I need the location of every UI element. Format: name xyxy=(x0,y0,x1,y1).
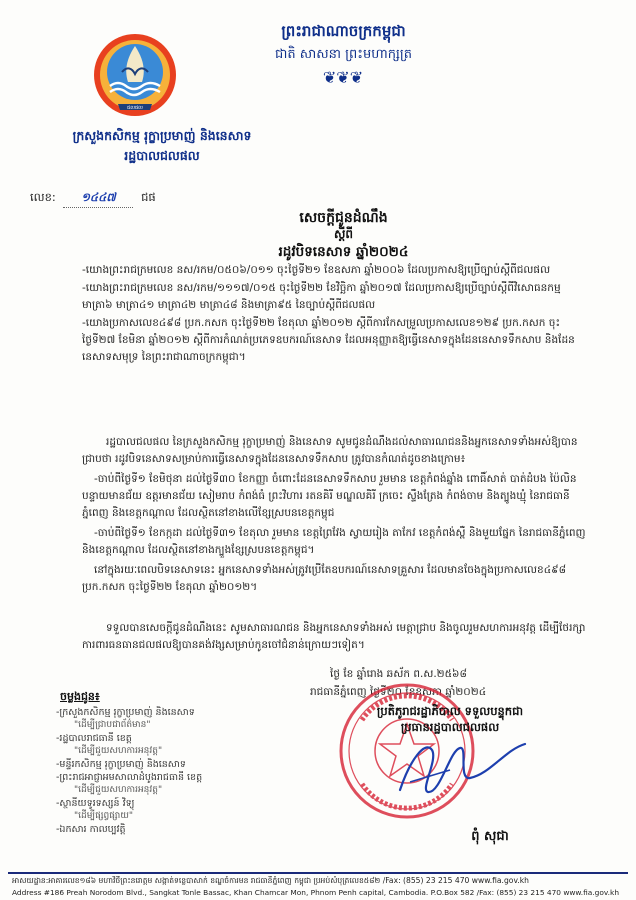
reference-item: -យោងព្រះរាជក្រមលេខ នស/រកម/១១១៧/០១៥ ចុះថ្ងៃទី២២ ខែវិច្ឆិកា ឆ្នាំ២០១៧ ដែលប្រកាសឱ្យប្រើច្បាប់ស្តីពីវិសោធនកម្មមាត្រា៦ មាត្រា៤១ មាត្រា៤២ មាត្រា៤៨ និងមាត្រា៩៥ នៃច្បាប់ស្តីពីជលផល xyxy=(82,282,561,311)
document-about: ស្តីពី xyxy=(333,227,354,241)
cc-item-note: "ដើម្បីផ្សព្វផ្សាយ" xyxy=(74,811,134,821)
reference-item: -យោងព្រះរាជក្រមលេខ នស/រកម/០៥០៦/០១១ ចុះថ្ងៃទី២១ ខែឧសភា ឆ្នាំ២០០៦ ដែលប្រកាសឱ្យប្រើច្បាប់ស្តីពីជលផល xyxy=(82,264,551,276)
cc-item: -ក្រសួងកសិកម្ម រុក្ខាប្រមាញ់ និងនេសាទ xyxy=(56,707,195,718)
cc-item: -ស្ថានីយទូរទស្សន៍ វិទ្យុ xyxy=(56,798,135,809)
closed-season-item-1: -ចាប់ពីថ្ងៃទី១ ខែមិថុនា ដល់ថ្ងៃទី៣០ ខែកញ្ញា ចំពោះដែននេសាទទឹកសាប រួមមាន ខេត្តកំពង់ឆ្នាំង ពោធិ៍សាត់ បាត់ដំបង ប៉ៃលិន បន្ទាយមានជ័យ ឧត្តរមានជ័យ សៀមរាប កំពង់ធំ ព្រះវិហារ រតនគិរី មណ្ឌលគិរី ក្រចេះ ស្ទឹងត្រែង កំពង់ចាម និងត្បូងឃ្មុំ នៃរាជធានីភ្នំពេញ និងខេត្តកណ្តាល ដែលស្ថិតនៅខាងលើខ្សែស្របនខេត្តកម្ពុជ xyxy=(82,473,577,519)
signatory-title-2: ប្រធានរដ្ឋបាលជលផល xyxy=(400,720,500,734)
reference-label: លេខ: xyxy=(30,190,56,204)
cc-item-note: "ដើម្បីជ្រាបជាព័ត៌មាន" xyxy=(74,720,151,730)
handwritten-signature xyxy=(380,720,530,810)
cc-item-note: "ដើម្បីជួយសហការអនុវត្ត" xyxy=(74,785,163,795)
kingdom-title: ព្រះរាជាណាចក្រកម្ពុជា xyxy=(281,22,406,40)
closed-season-item-3: នៅក្នុងរយៈពេលបិទនេសាទនេះ អ្នកនេសាទទាំងអស់ត្រូវប្រើតែឧបករណ៍នេសាទគ្រួសារ ដែលមានចែងក្នុងប្រកាសលេខ៤៩៨ ប្រក.កសក ចុះថ្ងៃទី២២ ខែតុលា ឆ្នាំ២០១២។ xyxy=(82,564,567,593)
cc-item: -មន្ទីរកសិកម្ម រុក្ខាប្រមាញ់ និងនេសាទ xyxy=(56,759,186,770)
footer-address-khmer: អាសយដ្ឋាន:អាគារលេខ១៨៦ មហាវិថីព្រះនរោត្តម សង្កាត់ទន្លេបាសាក់ ខណ្ឌចំការមន រាជធានីភ្នំពេញ កម្ពុជា ប្រអប់សំបុត្រលេខ៥៨២ /Fax: (855) 23 215 470 www.fia.gov.kh xyxy=(12,876,529,885)
reference-number xyxy=(30,190,156,208)
footer-address-english: Address #186 Preah Norodom Blvd., Sangkat Tonle Bassac, Khan Chamcar Mon, Phnom Penh capital, Cambodia. P.O.Box 582 /Fax: (855) 23 215 470 www.fia.gov.kh xyxy=(12,888,619,897)
ministry-name: ក្រសួងកសិកម្ម រុក្ខាប្រមាញ់ និងនេសាទ xyxy=(72,128,252,143)
cc-item: -រដ្ឋបាលរាជធានី ខេត្ត xyxy=(56,733,132,744)
signatory-title-1: ប្រតិភូរាជរដ្ឋាភិបាល ទទួលបន្ទុកជា xyxy=(376,704,524,718)
body-intro: រដ្ឋបាលជលផល នៃក្រសួងកសិកម្ម រុក្ខាប្រមាញ់ និងនេសាទ សូមជូនដំណឹងដល់សាធារណជននិងអ្នកនេសាទទាំងអស់ឱ្យបានជ្រាបថា រដូវបិទនេសាទសម្រាប់ការធ្វើនេសាទក្នុងដែននេសាទទឹកសាប ត្រូវបានកំណត់ដូចខាងក្រោម៖ xyxy=(82,436,578,465)
cc-heading: ចម្លងជូន៖ xyxy=(60,690,100,703)
cc-item: -ព្រះរាជអាជ្ញាអមសាលាដំបូងរាជធានី ខេត្ត xyxy=(56,772,203,783)
reference-value: ១៤៤៧ xyxy=(63,190,133,208)
reference-suffix: ជផ xyxy=(141,190,156,204)
logo-text: ជលផល xyxy=(127,105,143,111)
lunar-date: ថ្ងៃ ខែ ឆ្នាំរោង ឆស័ក ព.ស.២៥៦៨ xyxy=(330,668,467,680)
legal-references xyxy=(82,262,587,367)
reference-item: -យោងប្រកាសលេខ៤៩៨ ប្រក.កសក ចុះថ្ងៃទី២២ ខែតុលា ឆ្នាំ២០១២ ស្តីពីការកែសម្រួលប្រកាសលេខ១២៩ ប្រក.កសក ចុះថ្ងៃទី២៧ ខែមិនា ឆ្នាំ២០១២ ស្តីពីការកំណត់ប្រភេទឧបករណ៍នេសាទ ដែលអនុញ្ញាតឱ្យធ្វើនេសាទក្នុងដែននេសាទទឹកសាប និងដែននេសាទសមុទ្រ នៃព្រះរាជាណាចក្រកម្ពុជា។ xyxy=(82,317,575,363)
cc-item: -ឯកសារ កាលប្បវត្តិ xyxy=(56,824,126,835)
closed-season-item-2: -ចាប់ពីថ្ងៃទី១ ខែកក្កដា ដល់ថ្ងៃទី៣១ ខែតុលា រួមមាន ខេត្តព្រៃវែង ស្វាយរៀង តាកែវ ខេត្តកំពង់ស្ពឺ និងមួយផ្នែក នៃរាជធានីភ្នំពេញ និងខេត្តកណ្តាល ដែលស្ថិតនៅខាងក្បួងខ្សែស្របនខេត្តកម្ពុជ។ xyxy=(82,527,586,556)
national-motto: ជាតិ សាសនា ព្រះមហាក្សត្រ xyxy=(275,47,412,62)
cc-item-note: "ដើម្បីជួយសហការអនុវត្ត" xyxy=(74,746,163,756)
notice-body xyxy=(82,434,587,599)
document-title: សេចក្តីជូនដំណឹង xyxy=(299,210,388,226)
solar-date: រាជធានីភ្នំពេញ ថ្ងៃទី២០ ខែឧសភា ឆ្នាំ២០២៤ xyxy=(310,686,487,698)
document-subject: រដូវបិទនេសាទ ឆ្នាំ២០២៤ xyxy=(278,244,409,260)
footer-divider xyxy=(8,872,628,874)
closing-paragraph: ទទួលបានសេចក្តីជូនដំណឹងនេះ សូមសាធារណជន និងអ្នកនេសាទទាំងអស់ មេត្តាជ្រាប និងចូលរួមសហការអនុវត្ត ដើម្បីថែរក្សាការពារធនធានជលផលឱ្យបានគង់វង្សសម្រាប់កូនចៅជំនាន់ក្រោយៗទៀត។ xyxy=(82,622,586,651)
signatory-name: ពុំ សុជា xyxy=(471,829,509,844)
flourish-ornament: ❦❦❦ xyxy=(322,68,364,87)
department-name: រដ្ឋបាលជលផល xyxy=(124,148,200,163)
cc-list xyxy=(56,706,316,836)
ministry-logo xyxy=(92,32,178,118)
